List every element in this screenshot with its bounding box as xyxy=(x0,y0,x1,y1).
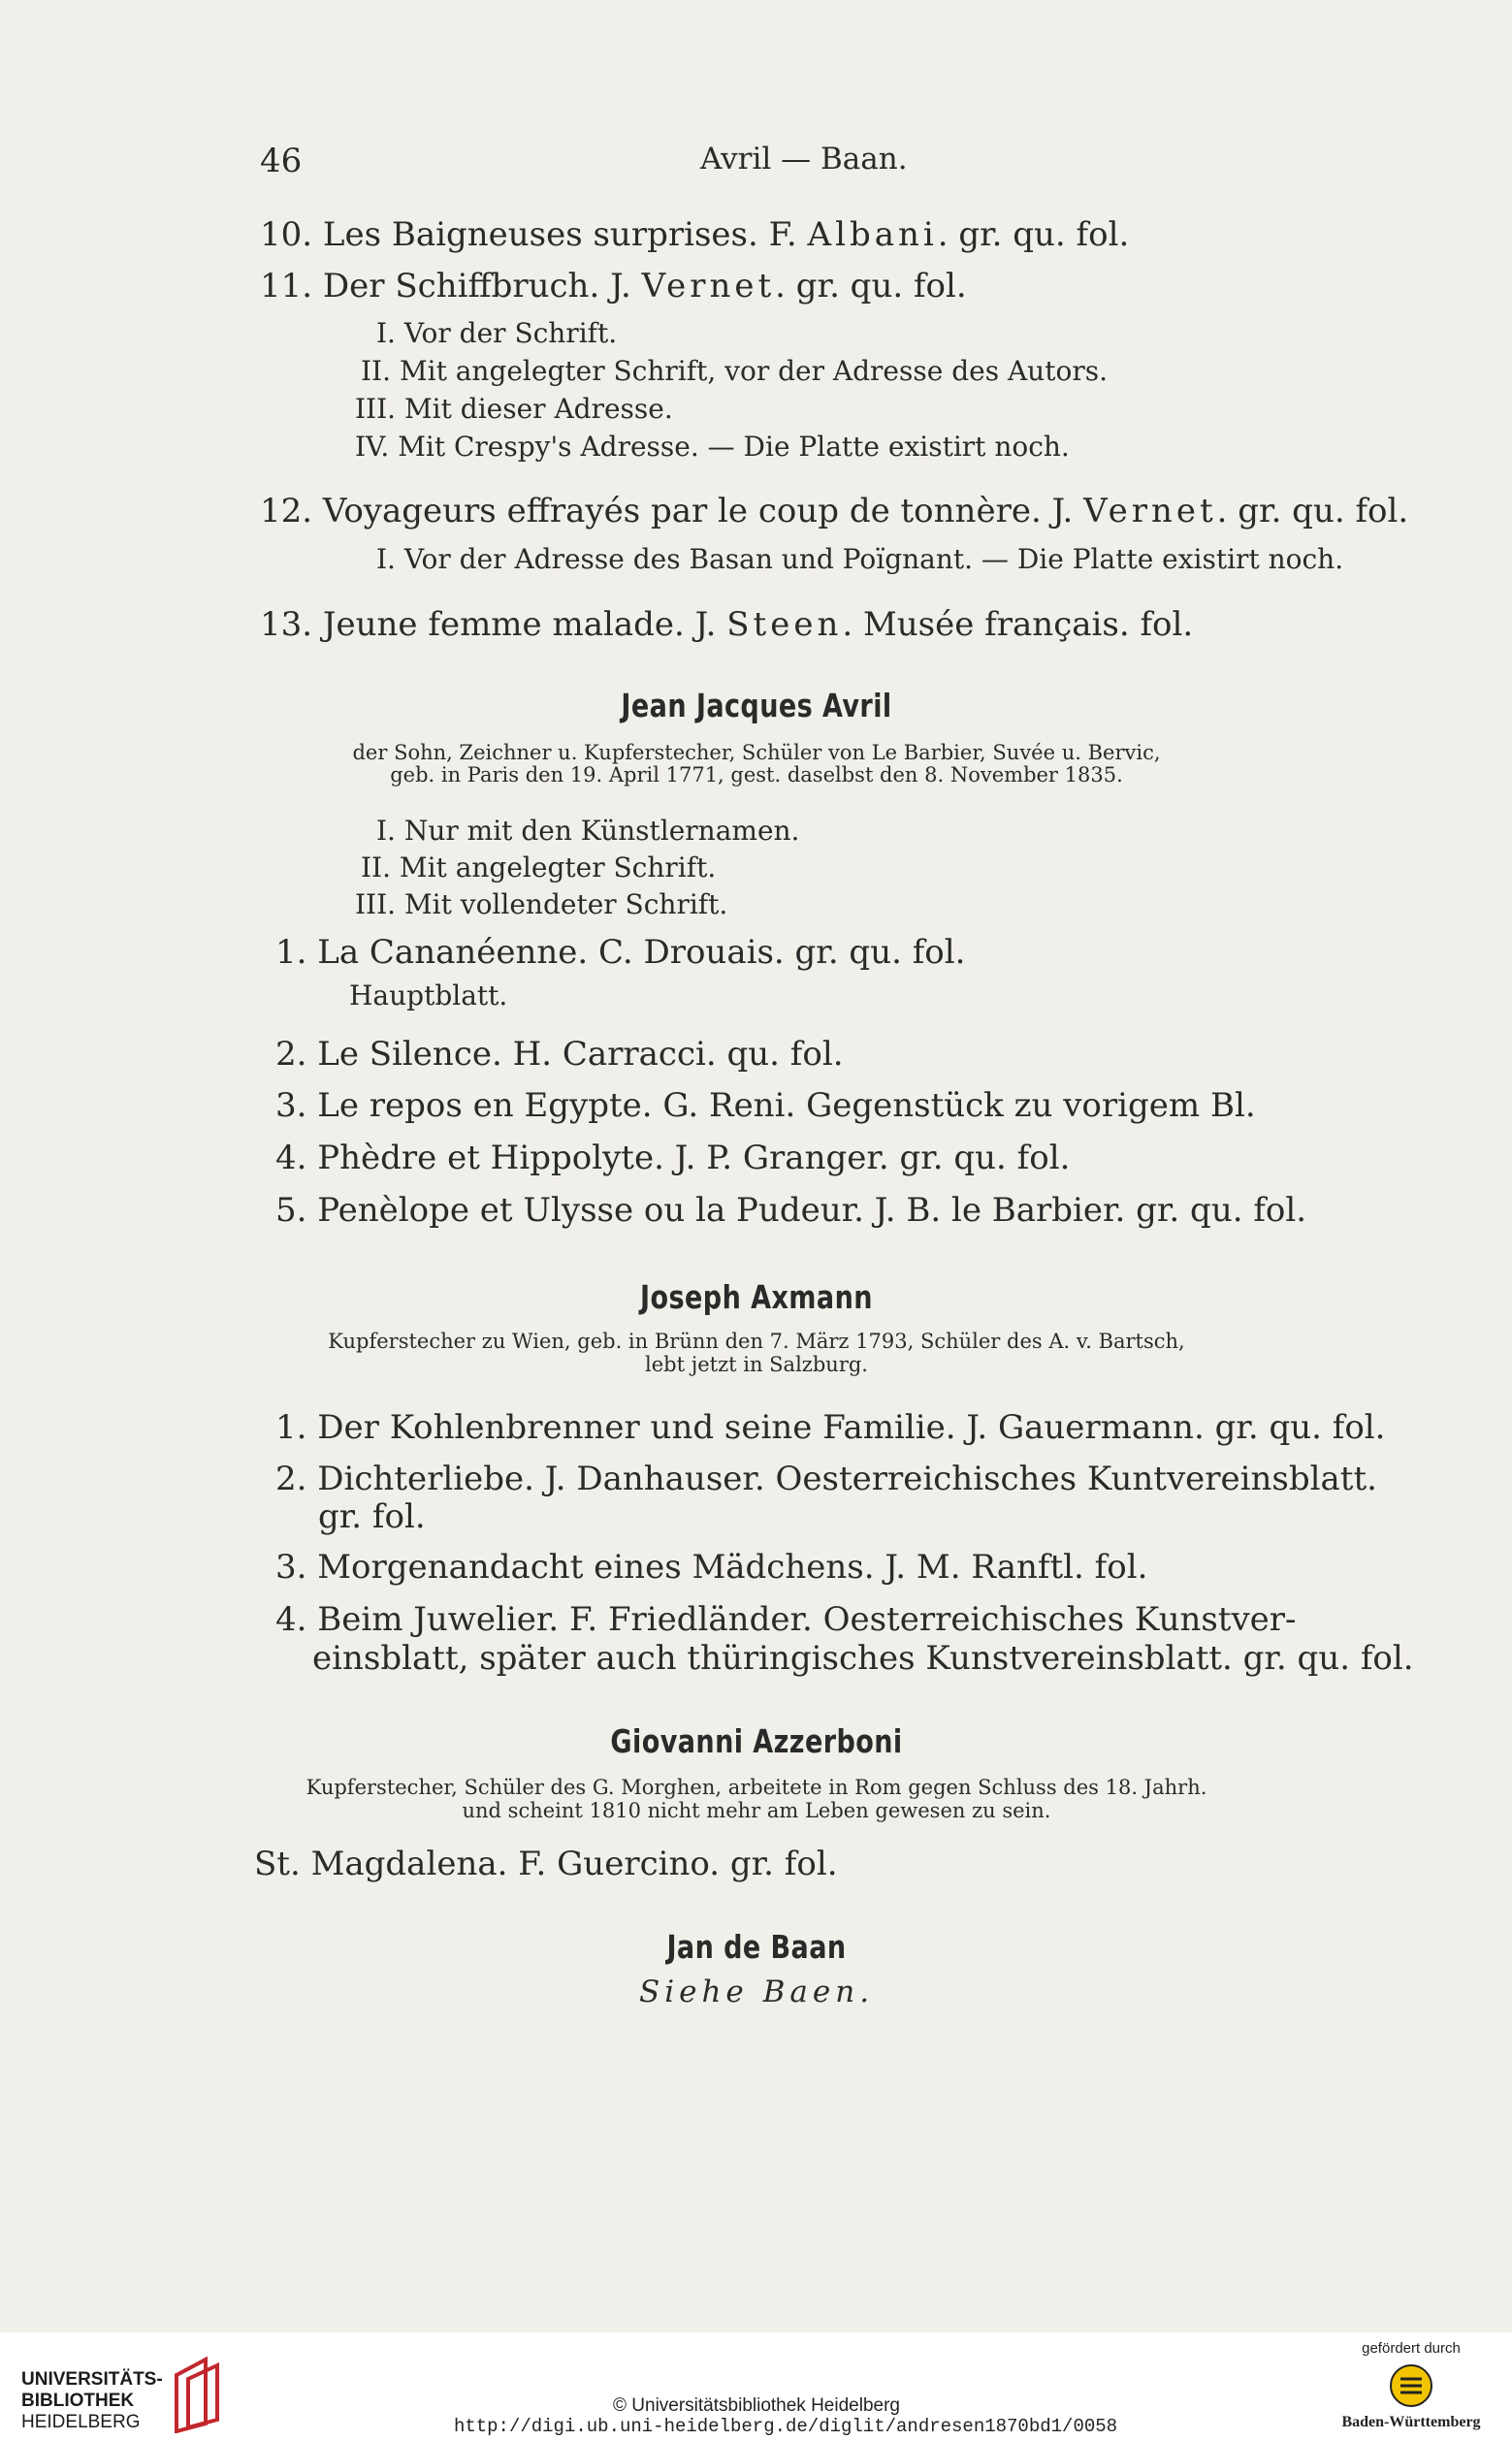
entry-line: 2. Le Silence. H. Carracci. qu. fol. xyxy=(275,1035,844,1074)
entry-line: St. Magdalena. F. Guercino. gr. fol. xyxy=(254,1845,838,1883)
state-line: I. Vor der Adresse des Basan und Poïgnant. — Die Platte existirt noch. xyxy=(376,543,1344,575)
entry-line: 3. Morgenandacht eines Mädchens. J. M. Ranftl. fol. xyxy=(275,1548,1148,1587)
copyright-notice: © Universitätsbibliothek Heidelberg xyxy=(613,2395,900,2416)
funded-by-label: gefördert durch xyxy=(1362,2340,1461,2357)
entry-line: 4. Phèdre et Hippolyte. J. P. Granger. gr. qu. fol. xyxy=(275,1139,1071,1177)
entry-line-continued: gr. fol. xyxy=(318,1497,426,1536)
state-line: I. Nur mit den Künstlernamen. xyxy=(376,815,800,847)
artist-bio-line: lebt jetzt in Salzburg. xyxy=(645,1353,868,1376)
entry-line: 1. La Cananéenne. C. Drouais. gr. qu. fol. xyxy=(275,933,966,972)
entry-line: 12. Voyageurs effrayés par le coup de tonnère. J. Vernet. gr. qu. fol. xyxy=(260,492,1409,530)
artist-heading: Jean Jacques Avril xyxy=(621,687,892,724)
artist-heading: Joseph Axmann xyxy=(640,1278,873,1316)
entry-line: 5. Penèlope et Ulysse ou la Pudeur. J. B. le Barbier. gr. qu. fol. xyxy=(275,1191,1307,1230)
state-line: III. Mit vollendeter Schrift. xyxy=(355,888,728,920)
library-name-line: HEIDELBERG xyxy=(21,2412,141,2432)
entry-line: 3. Le repos en Egypte. G. Reni. Gegenstück zu vorigem Bl. xyxy=(275,1086,1256,1125)
artist-bio-line: und scheint 1810 nicht mehr am Leben gewesen zu sein. xyxy=(462,1799,1051,1822)
entry-line: 1. Der Kohlenbrenner und seine Familie. J. Gauermann. gr. qu. fol. xyxy=(275,1408,1386,1447)
entry-line: 10. Les Baigneuses surprises. F. Albani. gr. qu. fol. xyxy=(260,215,1130,254)
funder-logo[interactable] xyxy=(1329,2340,1494,2437)
artist-heading: Jan de Baan xyxy=(666,1928,847,1966)
entry-note: Hauptblatt. xyxy=(349,980,508,1012)
funder-name: Baden-Württemberg xyxy=(1341,2414,1481,2430)
artist-bio-line: Kupferstecher zu Wien, geb. in Brünn den 7. März 1793, Schüler des A. v. Bartsch, xyxy=(328,1330,1185,1353)
state-line: I. Vor der Schrift. xyxy=(376,317,618,349)
state-line: IV. Mit Crespy's Adresse. — Die Platte existirt noch. xyxy=(355,431,1070,463)
library-name-line: BIBLIOTHEK xyxy=(21,2391,135,2411)
entry-line: 13. Jeune femme malade. J. Steen. Musée français. fol. xyxy=(260,605,1194,644)
entry-line: 2. Dichterliebe. J. Danhauser. Oesterreichisches Kuntvereinsblatt. xyxy=(275,1460,1377,1498)
cross-reference: Siehe Baen. xyxy=(638,1975,875,2009)
artist-bio-line: geb. in Paris den 19. April 1771, gest. daselbst den 8. November 1835. xyxy=(390,763,1123,787)
entry-line: 4. Beim Juwelier. F. Friedländer. Oesterreichisches Kunstver- xyxy=(275,1600,1297,1639)
permalink[interactable]: http://digi.ub.uni-heidelberg.de/diglit/andresen1870bd1/0058 xyxy=(453,2416,1118,2437)
state-line: II. Mit angelegter Schrift, vor der Adresse des Autors. xyxy=(361,355,1108,387)
running-title: Avril — Baan. xyxy=(700,142,908,177)
state-line: II. Mit angelegter Schrift. xyxy=(361,851,717,883)
library-logo[interactable] xyxy=(21,2361,215,2432)
entry-line-continued: einsblatt, später auch thüringisches Kunstvereinsblatt. gr. qu. fol. xyxy=(312,1639,1414,1678)
library-name-line: UNIVERSITÄTS- xyxy=(21,2369,163,2390)
entry-line: 11. Der Schiffbruch. J. Vernet. gr. qu. fol. xyxy=(260,267,967,305)
artist-heading: Giovanni Azzerboni xyxy=(610,1722,903,1760)
library-emblem-icon xyxy=(167,2356,235,2433)
artist-bio-line: der Sohn, Zeichner u. Kupferstecher, Schüler von Le Barbier, Suvée u. Bervic, xyxy=(352,741,1161,764)
state-coat-of-arms-icon xyxy=(1389,2363,1433,2408)
artist-bio-line: Kupferstecher, Schüler des G. Morghen, arbeitete in Rom gegen Schluss des 18. Jahrh. xyxy=(306,1776,1207,1799)
footer-bar xyxy=(0,2332,1512,2441)
page-number: 46 xyxy=(260,142,303,180)
state-line: III. Mit dieser Adresse. xyxy=(355,393,673,425)
